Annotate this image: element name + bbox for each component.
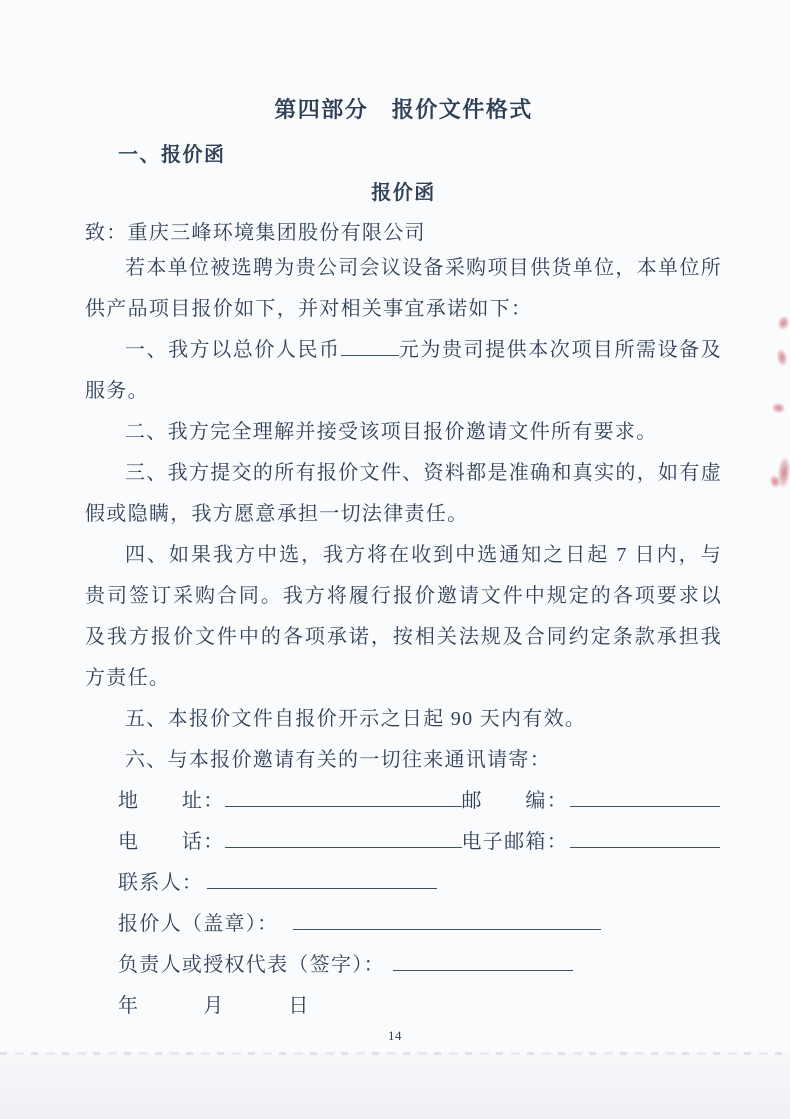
paragraph-item6: 六、与本报价邀请有关的一切往来通讯请寄：	[125, 749, 551, 771]
contact-label: 联系人：	[118, 872, 204, 894]
document-content	[85, 0, 722, 1027]
item1-text-after: 元为贵司提供本次项目所需设备及服务。	[85, 339, 723, 402]
form-row-contact	[118, 863, 722, 904]
paragraph-item3: 三、我方提交的所有报价文件、资料都是准确和真实的，如有虚假或隐瞒，我方愿意承担一切法律责任。	[85, 462, 722, 525]
form-row-address-postcode	[118, 781, 722, 822]
date-line: 年 月 日	[118, 995, 310, 1017]
letter-title: 报价函	[371, 182, 436, 204]
red-stamp-fragment	[775, 348, 788, 367]
part-title: 第四部分 报价文件格式	[274, 97, 533, 122]
paragraph-item2: 二、我方完全理解并接受该项目报价邀请文件所有要求。	[125, 421, 658, 443]
form-row-quoter	[118, 904, 722, 945]
page-number: 14	[388, 1028, 402, 1043]
item1-text-before: 一、我方以总价人民币	[125, 339, 341, 361]
paragraph-item1	[85, 330, 722, 412]
scan-bottom-margin	[0, 1055, 790, 1119]
phone-label: 电 话：	[118, 831, 225, 853]
addressee-line: 致：重庆三峰环境集团股份有限公司	[85, 222, 426, 244]
email-label: 电子邮箱：	[461, 831, 568, 853]
quoter-label: 报价人（盖章）：	[118, 913, 279, 935]
paragraph-item4: 四、如果我方中选，我方将在收到中选通知之日起 7 日内，与贵司签订采购合同。我方将履行报价邀请文件中规定的各项要求以及我方报价文件中的各项承诺，按相关法规及合同约定条款承担我方责任。	[85, 544, 722, 689]
postcode-blank-line	[570, 787, 720, 807]
amount-blank-line	[341, 336, 399, 356]
contact-blank-line	[207, 869, 437, 889]
section-heading: 一、报价函	[118, 144, 226, 166]
representative-label: 负责人或授权代表（签字）：	[118, 954, 385, 976]
quoter-blank-line	[293, 910, 601, 930]
paragraph-item5: 五、本报价文件自报价开示之日起 90 天内有效。	[125, 708, 587, 730]
form-row-phone-email	[118, 822, 722, 863]
representative-blank-line	[393, 951, 573, 971]
email-blank-line	[570, 828, 720, 848]
address-blank-line	[225, 787, 462, 807]
form-row-representative	[118, 945, 722, 986]
red-stamp-fragment	[771, 402, 785, 414]
red-stamp-fragment	[776, 315, 790, 332]
postcode-label: 邮 编：	[461, 790, 568, 812]
phone-blank-line	[225, 828, 462, 848]
paragraph-intro: 若本单位被选聘为贵公司会议设备采购项目供货单位，本单位所供产品项目报价如下，并对相关事宜承诺如下：	[85, 257, 722, 320]
address-label: 地 址：	[118, 790, 225, 812]
